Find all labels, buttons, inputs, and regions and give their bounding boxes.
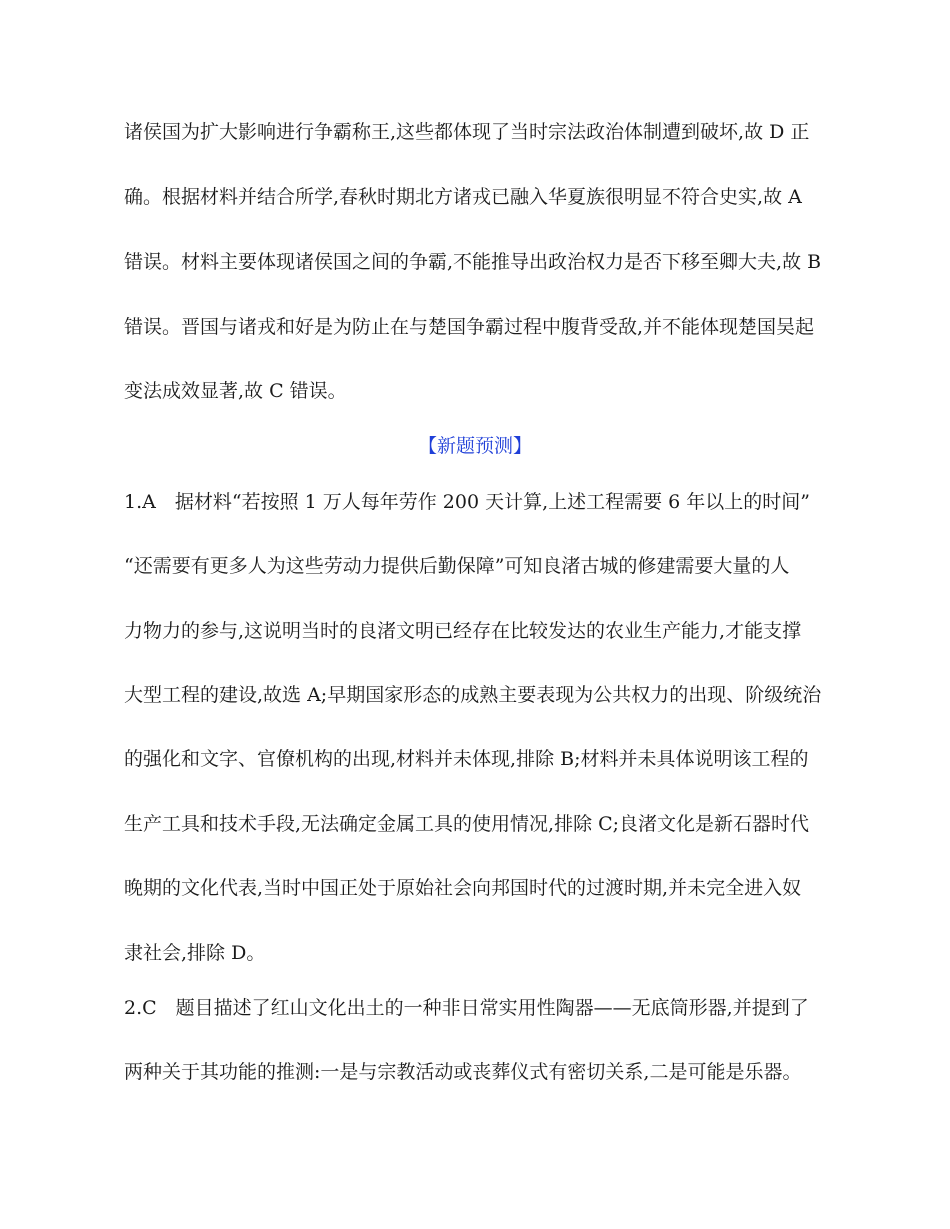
paragraph-line: 力物力的参与,这说明当时的良渚文明已经存在比较发达的农业生产能力,才能支撑	[124, 620, 802, 642]
paragraph-line: 2.C 题目描述了红山文化出土的一种非日常实用性陶器——无底筒形器,并提到了	[124, 997, 809, 1019]
paragraph-line: 1.A 据材料“若按照 1 万人每年劳作 200 天计算,上述工程需要 6 年以上的时间”	[124, 491, 810, 513]
paragraph-line: 诸侯国为扩大影响进行争霸称王,这些都体现了当时宗法政治体制遭到破坏,故 D 正	[124, 121, 810, 143]
paragraph-line: 生产工具和技术手段,无法确定金属工具的使用情况,排除 C;良渚文化是新石器时代	[124, 813, 810, 835]
paragraph-line: 变法成效显著,故 C 错误。	[124, 380, 347, 402]
paragraph-line: 两种关于其功能的推测:一是与宗教活动或丧葬仪式有密切关系,二是可能是乐器。	[124, 1061, 802, 1083]
paragraph-line: 错误。晋国与诸戎和好是为防止在与楚国争霸过程中腹背受敌,并不能体现楚国吴起	[124, 316, 815, 338]
paragraph-line: 错误。材料主要体现诸侯国之间的争霸,不能推导出政治权力是否下移至卿大夫,故 B	[124, 251, 822, 273]
paragraph-line: 确。根据材料并结合所学,春秋时期北方诸戎已融入华夏族很明显不符合史实,故 A	[124, 186, 802, 208]
paragraph-line: 隶社会,排除 D。	[124, 942, 266, 964]
paragraph-line: 晚期的文化代表,当时中国正处于原始社会向邦国时代的过渡时期,并未完全进入奴	[124, 877, 802, 899]
paragraph-line: 大型工程的建设,故选 A;早期国家形态的成熟主要表现为公共权力的出现、阶级统治	[124, 684, 822, 706]
section-heading: 【新题预测】	[417, 435, 532, 457]
paragraph-line: “还需要有更多人为这些劳动力提供后勤保障”可知良渚古城的修建需要大量的人	[124, 555, 790, 577]
paragraph-line: 的强化和文字、官僚机构的出现,材料并未体现,排除 B;材料并未具体说明该工程的	[124, 748, 809, 770]
